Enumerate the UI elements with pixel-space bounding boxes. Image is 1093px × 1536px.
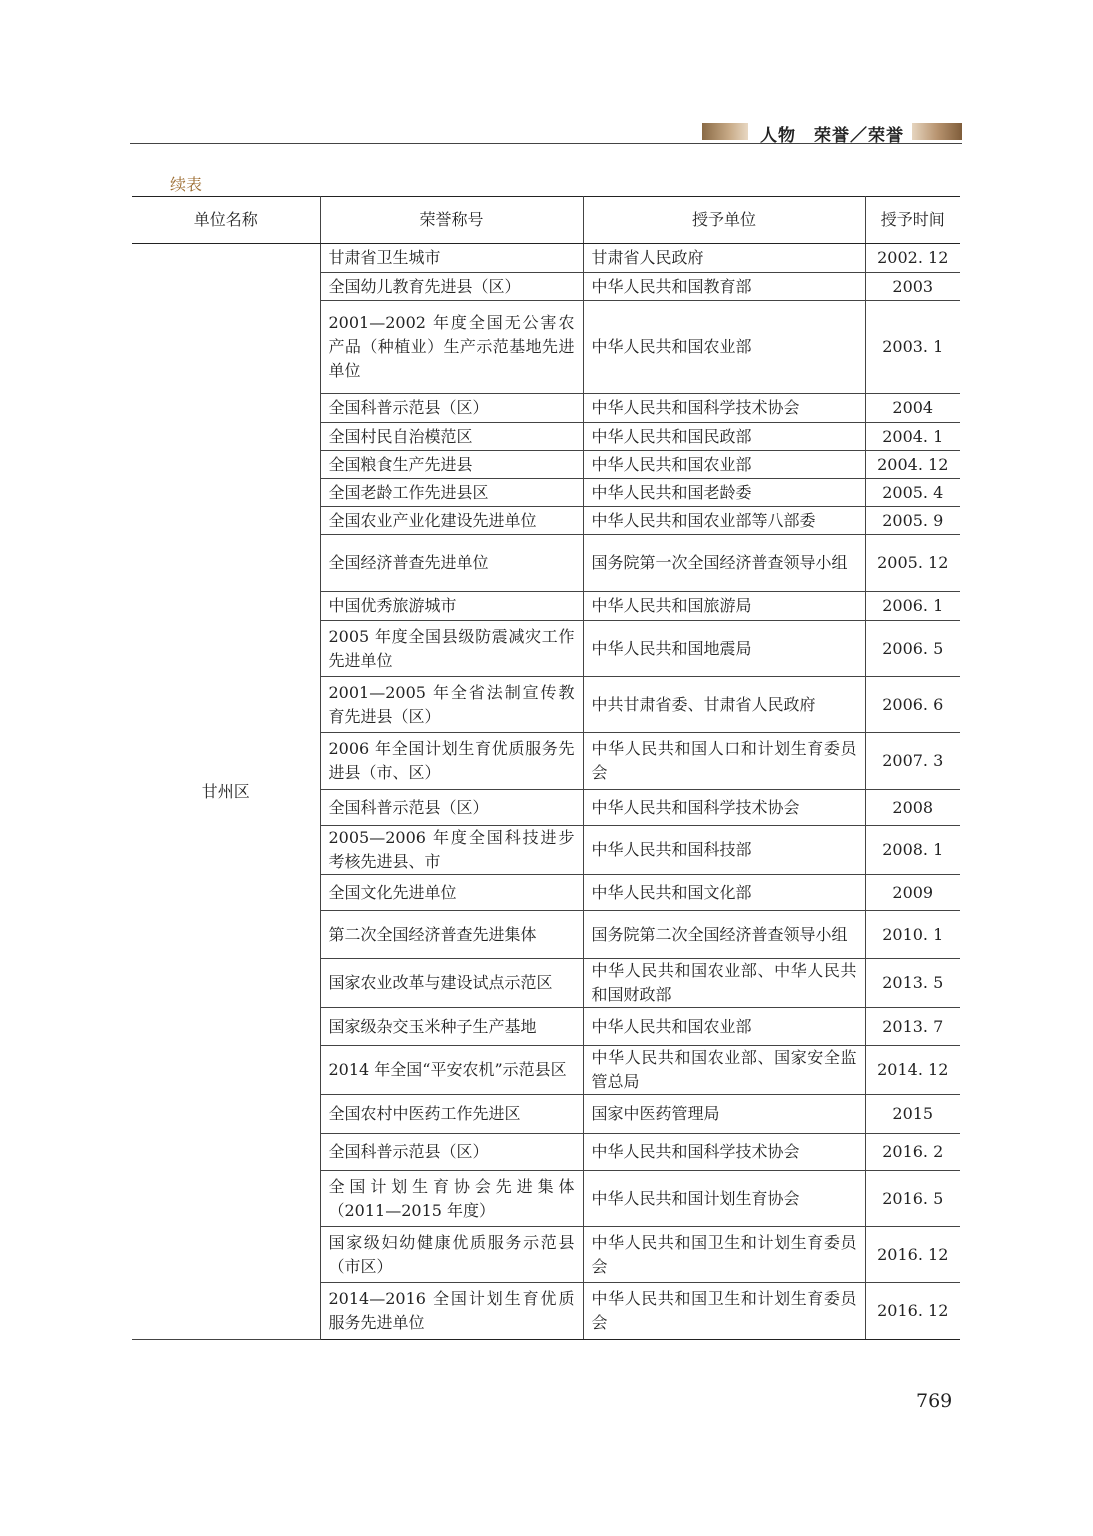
org-cell: 中华人民共和国科技部 — [583, 826, 865, 875]
time-cell: 2004. 1 — [865, 423, 960, 451]
table-header-row — [132, 197, 960, 244]
time-cell: 2005. 4 — [865, 479, 960, 507]
title-cell: 全国科普示范县（区） — [320, 1134, 583, 1171]
column-header-unit: 单位名称 — [132, 197, 320, 244]
column-header-title: 荣誉称号 — [320, 197, 583, 244]
header-decor-bar-right — [912, 123, 962, 140]
title-cell: 国家农业改革与建设试点示范区 — [320, 959, 583, 1008]
org-cell: 中华人民共和国人口和计划生育委员会 — [583, 733, 865, 790]
title-cell: 全国经济普查先进单位 — [320, 535, 583, 592]
title-cell: 国家级杂交玉米种子生产基地 — [320, 1008, 583, 1046]
org-cell: 中华人民共和国计划生育协会 — [583, 1171, 865, 1227]
org-cell: 中华人民共和国农业部、国家安全监管总局 — [583, 1046, 865, 1095]
header-rule — [130, 143, 962, 144]
time-cell: 2015 — [865, 1095, 960, 1134]
title-cell: 2006 年全国计划生育优质服务先进县（市、区） — [320, 733, 583, 790]
title-cell: 全国幼儿教育先进县（区） — [320, 273, 583, 301]
title-cell: 全国科普示范县（区） — [320, 394, 583, 423]
time-cell: 2003 — [865, 273, 960, 301]
time-cell: 2006. 1 — [865, 592, 960, 621]
org-cell: 中华人民共和国农业部、中华人民共和国财政部 — [583, 959, 865, 1008]
title-cell: 2014—2016 全国计划生育优质服务先进单位 — [320, 1283, 583, 1340]
time-cell: 2008. 1 — [865, 826, 960, 875]
time-cell: 2014. 12 — [865, 1046, 960, 1095]
time-cell: 2005. 12 — [865, 535, 960, 592]
title-cell: 2005 年度全国县级防震减灾工作先进单位 — [320, 621, 583, 677]
honors-table — [132, 196, 960, 1340]
column-header-time: 授予时间 — [865, 197, 960, 244]
column-header-org: 授予单位 — [583, 197, 865, 244]
time-cell: 2008 — [865, 790, 960, 826]
org-cell: 中华人民共和国文化部 — [583, 875, 865, 911]
time-cell: 2006. 5 — [865, 621, 960, 677]
title-cell: 全国计划生育协会先进集体（2011—2015 年度） — [320, 1171, 583, 1227]
title-cell: 全国粮食生产先进县 — [320, 451, 583, 479]
time-cell: 2003. 1 — [865, 301, 960, 394]
org-cell: 国务院第二次全国经济普查领导小组 — [583, 911, 865, 959]
org-cell: 中华人民共和国科学技术协会 — [583, 1134, 865, 1171]
title-cell: 全国农村中医药工作先进区 — [320, 1095, 583, 1134]
title-cell: 国家级妇幼健康优质服务示范县（市区） — [320, 1227, 583, 1283]
org-cell: 中华人民共和国农业部 — [583, 1008, 865, 1046]
table-body — [132, 244, 960, 1340]
org-cell: 中华人民共和国农业部 — [583, 301, 865, 394]
time-cell: 2016. 12 — [865, 1227, 960, 1283]
org-cell: 国务院第一次全国经济普查领导小组 — [583, 535, 865, 592]
table-caption: 续表 — [170, 175, 203, 194]
title-cell: 全国老龄工作先进县区 — [320, 479, 583, 507]
title-cell: 2001—2005 年全省法制宣传教育先进县（区） — [320, 677, 583, 733]
org-cell: 中华人民共和国科学技术协会 — [583, 790, 865, 826]
org-cell: 甘肃省人民政府 — [583, 244, 865, 273]
time-cell: 2013. 7 — [865, 1008, 960, 1046]
table-row — [132, 244, 960, 273]
title-cell: 甘肃省卫生城市 — [320, 244, 583, 273]
time-cell: 2007. 3 — [865, 733, 960, 790]
org-cell: 中共甘肃省委、甘肃省人民政府 — [583, 677, 865, 733]
title-cell: 中国优秀旅游城市 — [320, 592, 583, 621]
time-cell: 2009 — [865, 875, 960, 911]
org-cell: 中华人民共和国卫生和计划生育委员会 — [583, 1227, 865, 1283]
header-decor-bar-left — [702, 123, 748, 140]
org-cell: 中华人民共和国地震局 — [583, 621, 865, 677]
org-cell: 中华人民共和国农业部等八部委 — [583, 507, 865, 535]
org-cell: 中华人民共和国科学技术协会 — [583, 394, 865, 423]
time-cell: 2016. 5 — [865, 1171, 960, 1227]
time-cell: 2010. 1 — [865, 911, 960, 959]
time-cell: 2016. 2 — [865, 1134, 960, 1171]
org-cell: 中华人民共和国民政部 — [583, 423, 865, 451]
time-cell: 2002. 12 — [865, 244, 960, 273]
time-cell: 2004. 12 — [865, 451, 960, 479]
unit-name-cell: 甘州区 — [132, 244, 320, 1340]
org-cell: 国家中医药管理局 — [583, 1095, 865, 1134]
title-cell: 全国农业产业化建设先进单位 — [320, 507, 583, 535]
org-cell: 中华人民共和国卫生和计划生育委员会 — [583, 1283, 865, 1340]
time-cell: 2004 — [865, 394, 960, 423]
title-cell: 全国科普示范县（区） — [320, 790, 583, 826]
org-cell: 中华人民共和国老龄委 — [583, 479, 865, 507]
title-cell: 2005—2006 年度全国科技进步考核先进县、市 — [320, 826, 583, 875]
org-cell: 中华人民共和国农业部 — [583, 451, 865, 479]
time-cell: 2016. 12 — [865, 1283, 960, 1340]
title-cell: 全国村民自治模范区 — [320, 423, 583, 451]
time-cell: 2013. 5 — [865, 959, 960, 1008]
org-cell: 中华人民共和国旅游局 — [583, 592, 865, 621]
title-cell: 全国文化先进单位 — [320, 875, 583, 911]
time-cell: 2005. 9 — [865, 507, 960, 535]
org-cell: 中华人民共和国教育部 — [583, 273, 865, 301]
title-cell: 2001—2002 年度全国无公害农产品（种植业）生产示范基地先进单位 — [320, 301, 583, 394]
page-number: 769 — [916, 1390, 953, 1412]
time-cell: 2006. 6 — [865, 677, 960, 733]
running-header — [130, 121, 962, 146]
title-cell: 第二次全国经济普查先进集体 — [320, 911, 583, 959]
header-title: 人物 荣誉／荣誉 — [760, 126, 904, 146]
title-cell: 2014 年全国“平安农机”示范县区 — [320, 1046, 583, 1095]
